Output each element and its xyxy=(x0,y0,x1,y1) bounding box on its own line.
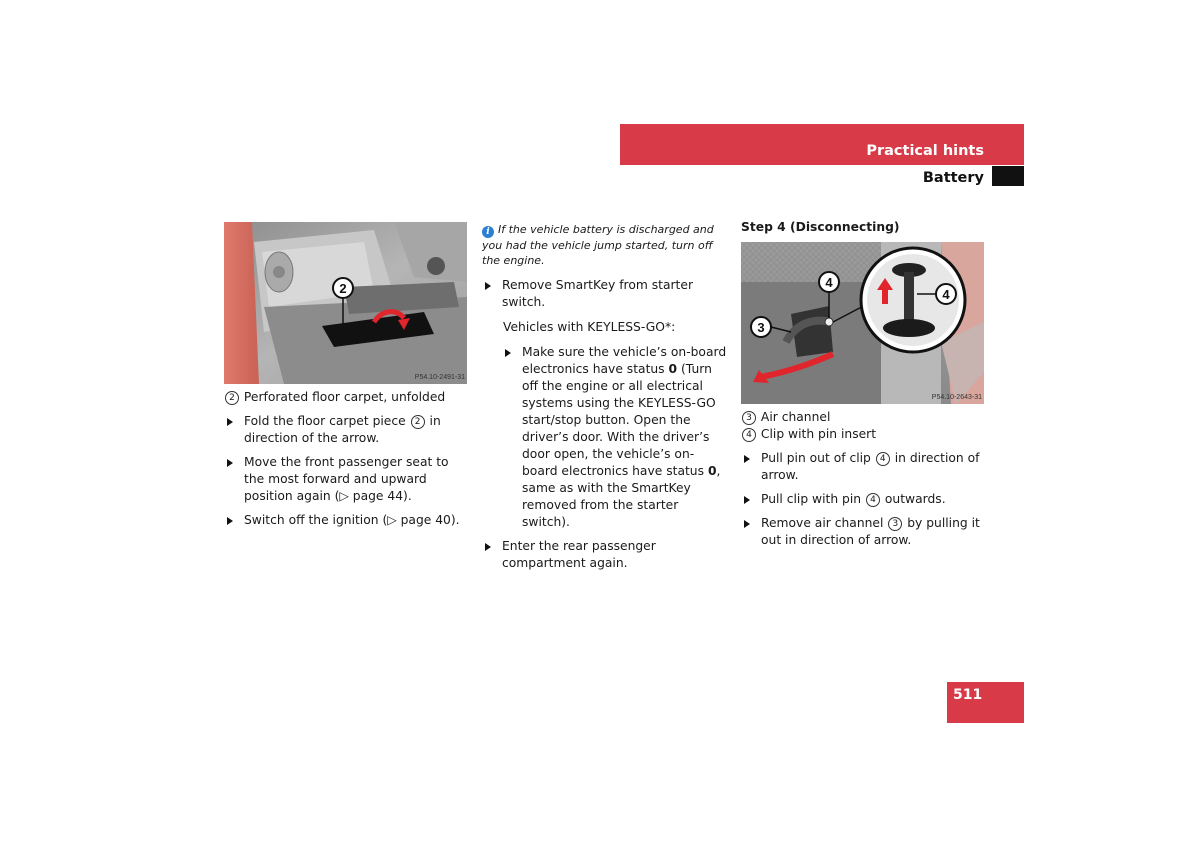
instruction-enter-rear: Enter the rear passenger compartment again. xyxy=(482,538,728,572)
callout-3: 3 xyxy=(742,411,756,425)
instruction-fold-carpet: Fold the floor carpet piece 2 in direction of the arrow. xyxy=(224,413,467,447)
instruction-keyless: Make sure the vehicle’s on-board electronics have status 0 (Turn off the engine or all electrical systems using the KEYLESS-GO start/stop button. Open the driver’s door. With the driver’s door open, the vehicle’s on-board electronics have status 0, same as with the SmartKey removed from the starter switch). xyxy=(502,344,728,531)
instruction-move-seat: Move the front passenger seat to the most forward and upward position again (▷ page 44). xyxy=(224,454,467,505)
subsection-header xyxy=(620,166,1024,188)
subsection-marker xyxy=(992,166,1024,186)
column-1 xyxy=(224,389,467,529)
figure1-code: P54.10-2491-31 xyxy=(414,374,465,381)
caption-clip: 4 Clip with pin insert xyxy=(741,426,984,443)
figure2-callout-4a: 4 xyxy=(825,275,833,290)
step4-heading: Step 4 (Disconnecting) xyxy=(741,220,900,234)
callout-4: 4 xyxy=(742,428,756,442)
instruction-pull-clip: Pull clip with pin 4 outwards. xyxy=(741,491,984,508)
caption-text: Perforated floor carpet, unfolded xyxy=(243,390,446,404)
section-title: Practical hints xyxy=(866,143,984,159)
page-number: 511 xyxy=(953,687,983,703)
keyless-heading: Vehicles with KEYLESS-GO*: xyxy=(503,320,676,334)
instruction-pull-pin: Pull pin out of clip 4 in direction of arrow. xyxy=(741,450,984,484)
air-channel-illustration xyxy=(741,242,984,404)
figure-air-channel xyxy=(741,242,984,404)
info-note-text: If the vehicle battery is discharged and you had the vehicle jump started, turn off the engine. xyxy=(482,223,714,267)
callout-2: 2 xyxy=(411,415,425,429)
floor-carpet-illustration xyxy=(224,222,467,384)
figure2-callout-3: 3 xyxy=(757,320,765,335)
column-3 xyxy=(741,409,984,549)
column-2 xyxy=(482,222,728,572)
figure2-code: P54.10-2643-31 xyxy=(931,394,982,401)
subsection-title: Battery xyxy=(922,170,984,186)
instruction-remove-smartkey: Remove SmartKey from starter switch. xyxy=(482,277,728,311)
caption-callout: 2 xyxy=(225,391,239,405)
section-header-bar xyxy=(620,124,1024,165)
figure1-caption xyxy=(224,389,467,406)
figure-floor-carpet xyxy=(224,222,467,384)
instruction-remove-air-channel: Remove air channel 3 by pulling it out in direction of arrow. xyxy=(741,515,984,549)
figure2-callout-4b: 4 xyxy=(942,287,950,302)
caption-air-channel: 3 Air channel xyxy=(741,409,984,426)
info-note xyxy=(482,222,728,268)
instruction-ignition-off: Switch off the ignition (▷ page 40). xyxy=(224,512,467,529)
info-icon: i xyxy=(482,226,494,238)
page-number-box xyxy=(947,682,1024,723)
figure1-callout: 2 xyxy=(339,281,347,296)
